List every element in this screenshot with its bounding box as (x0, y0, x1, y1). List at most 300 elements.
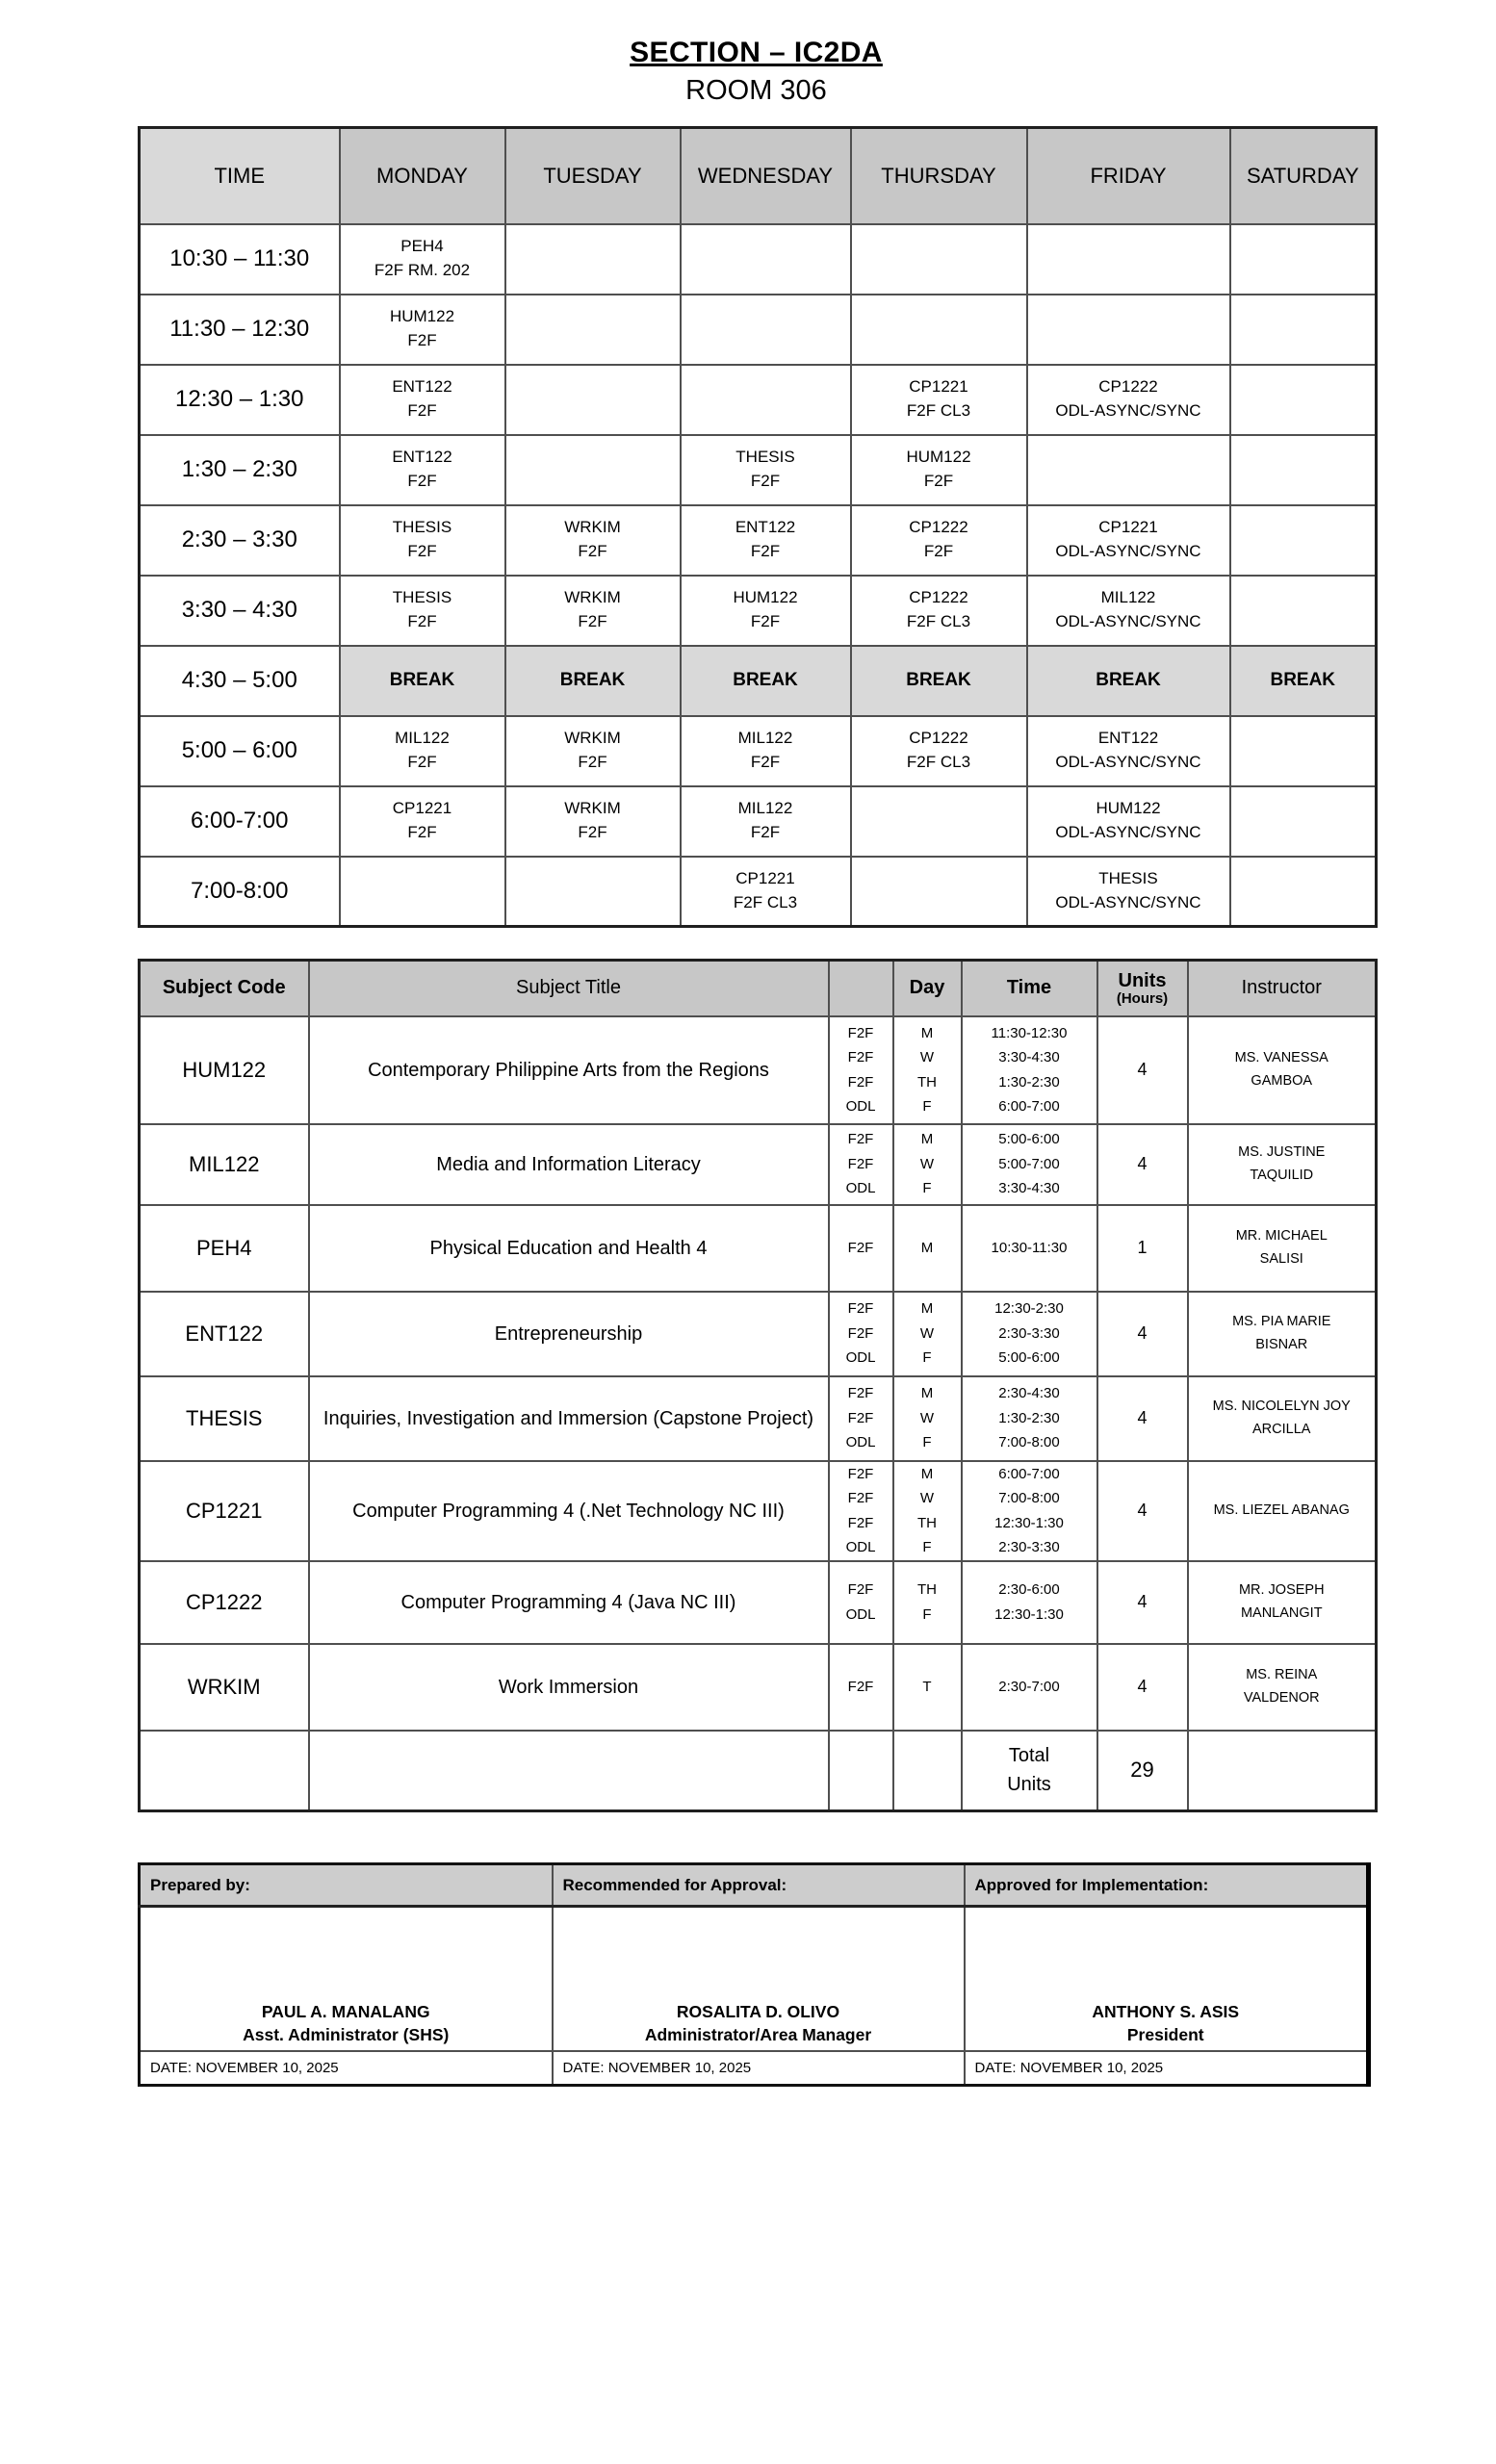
day-list (893, 1292, 962, 1376)
instructor-header: Instructor (1188, 961, 1377, 1016)
totals-row (140, 1731, 1377, 1811)
schedule-cell-empty (1230, 716, 1377, 786)
time-line: 5:00-6:00 (998, 1349, 1060, 1367)
subjects-table (138, 959, 1378, 1812)
schedule-cell-empty (505, 857, 681, 927)
subject-row (140, 1376, 1377, 1461)
mode-line: F2F (847, 1581, 874, 1598)
total-label-line: Units (1007, 1774, 1051, 1796)
time-slot-label: 12:30 – 1:30 (140, 365, 340, 435)
time-slot-label: 6:00-7:00 (140, 786, 340, 857)
subject-row (140, 1561, 1377, 1644)
instructor-line: ARCILLA (1252, 1421, 1311, 1437)
date-label: DATE: NOVEMBER 10, 2025 (553, 2051, 965, 2086)
instructor-line: VALDENOR (1243, 1689, 1320, 1706)
schedule-cell (340, 435, 505, 505)
schedule-cell-empty (1027, 224, 1230, 295)
signatory-role: President (1126, 2024, 1204, 2044)
subject-code: CP1221 (909, 377, 968, 397)
subject-code: THESIS (392, 518, 452, 537)
signatory-name: ROSALITA D. OLIVO (676, 2001, 840, 2021)
day-header-wednesday: WEDNESDAY (681, 128, 851, 224)
instructor-name (1188, 1461, 1377, 1561)
subject-code: HUM122 (733, 588, 798, 607)
time-list (962, 1376, 1097, 1461)
time-slot-label: 7:00-8:00 (140, 857, 340, 927)
subject-code: MIL122 (737, 799, 793, 818)
signature-block (553, 1907, 965, 2051)
mode-line: ODL (845, 1539, 876, 1555)
subject-title: Work Immersion (309, 1644, 829, 1731)
instructor-name (1188, 1376, 1377, 1461)
schedule-row (140, 716, 1377, 786)
mode-line: F2F (847, 1300, 874, 1318)
day-header-tuesday: TUESDAY (505, 128, 681, 224)
instructor-line: MS. JUSTINE (1238, 1144, 1326, 1161)
schedule-cell (681, 786, 851, 857)
empty-cell (1188, 1731, 1377, 1811)
schedule-cell-empty (505, 224, 681, 295)
schedule-row (140, 365, 1377, 435)
schedule-cell (505, 786, 681, 857)
time-list (962, 1205, 1097, 1292)
units-value: 4 (1097, 1016, 1188, 1124)
day-line: W (919, 1049, 935, 1065)
instructor-line: GAMBOA (1251, 1072, 1313, 1089)
subject-code-header: Subject Code (140, 961, 309, 1016)
schedule-cell (1027, 505, 1230, 576)
day-line: M (920, 1385, 934, 1402)
delivery-mode: F2F (407, 331, 437, 349)
subject-code: THESIS (140, 1376, 309, 1461)
instructor-line: BISNAR (1255, 1336, 1308, 1352)
instructor-line: MS. VANESSA (1234, 1050, 1328, 1066)
instructor-line: MR. JOSEPH (1238, 1582, 1325, 1599)
delivery-mode: F2F CL3 (906, 612, 971, 630)
schedule-cell (681, 857, 851, 927)
mode-list (829, 1292, 893, 1376)
delivery-mode: F2F (578, 542, 607, 560)
day-line: W (919, 1155, 935, 1172)
delivery-mode: F2F (750, 823, 781, 841)
time-line: 10:30-11:30 (991, 1239, 1068, 1256)
schedule-cell-empty (505, 435, 681, 505)
instructor-line: MR. MICHAEL (1235, 1228, 1328, 1245)
subject-code: THESIS (1098, 869, 1158, 888)
subject-code: CP1221 (1098, 518, 1158, 537)
mode-line: F2F (847, 1024, 874, 1041)
day-line: F (922, 1349, 932, 1367)
subject-code: CP1221 (392, 799, 452, 818)
subject-title: Computer Programming 4 (.Net Technology NC III) (309, 1461, 829, 1561)
schedule-cell (340, 576, 505, 646)
subject-code: CP1222 (909, 518, 968, 537)
time-slot-label: 3:30 – 4:30 (140, 576, 340, 646)
mode-line: F2F (847, 1409, 874, 1426)
day-line: F (922, 1098, 932, 1115)
total-units-label (962, 1731, 1097, 1811)
approved-header: Approved for Implementation: (965, 1864, 1369, 1907)
time-slot-label: 1:30 – 2:30 (140, 435, 340, 505)
recommended-header: Recommended for Approval: (553, 1864, 965, 1907)
time-line: 11:30-12:30 (991, 1024, 1068, 1041)
mode-line: F2F (847, 1514, 874, 1531)
empty-cell (829, 1731, 893, 1811)
schedule-cell-empty (681, 224, 851, 295)
subject-row (140, 1205, 1377, 1292)
units-value: 4 (1097, 1124, 1188, 1205)
subject-code: PEH4 (400, 237, 444, 256)
subject-title: Computer Programming 4 (Java NC III) (309, 1561, 829, 1644)
schedule-cell-empty (851, 786, 1027, 857)
day-line: M (920, 1131, 934, 1148)
empty-cell (893, 1731, 962, 1811)
day-list (893, 1376, 962, 1461)
instructor-name (1188, 1016, 1377, 1124)
day-list (893, 1461, 962, 1561)
subject-code: THESIS (735, 448, 795, 467)
schedule-cell-empty (1027, 435, 1230, 505)
time-line: 1:30-2:30 (998, 1409, 1060, 1426)
schedule-cell (1027, 716, 1230, 786)
mode-line: F2F (847, 1239, 874, 1256)
break-cell: BREAK (1027, 646, 1230, 716)
mode-list (829, 1124, 893, 1205)
time-line: 2:30-6:00 (998, 1581, 1060, 1598)
schedule-cell (1027, 786, 1230, 857)
time-line: 2:30-7:00 (998, 1678, 1060, 1695)
empty-cell (140, 1731, 309, 1811)
schedule-cell (505, 576, 681, 646)
time-line: 12:30-1:30 (994, 1605, 1064, 1623)
day-header-friday: FRIDAY (1027, 128, 1230, 224)
day-list (893, 1205, 962, 1292)
schedule-cell-empty (1230, 295, 1377, 365)
time-line: 7:00-8:00 (998, 1434, 1060, 1451)
break-row (140, 646, 1377, 716)
signature-row (140, 1907, 1369, 2051)
schedule-cell-empty (681, 295, 851, 365)
time-line: 6:00-7:00 (998, 1465, 1060, 1482)
subject-code: CP1221 (735, 869, 795, 888)
mode-list (829, 1205, 893, 1292)
time-slot-label: 2:30 – 3:30 (140, 505, 340, 576)
time-line: 3:30-4:30 (998, 1049, 1060, 1065)
units-value: 4 (1097, 1461, 1188, 1561)
subject-code: ENT122 (140, 1292, 309, 1376)
time-slot-label: 4:30 – 5:00 (140, 646, 340, 716)
schedule-cell (851, 435, 1027, 505)
day-line: W (919, 1409, 935, 1426)
units-header (1097, 961, 1188, 1016)
subject-code: ENT122 (392, 448, 452, 467)
subject-code: PEH4 (140, 1205, 309, 1292)
subject-code: CP1222 (909, 729, 968, 748)
schedule-cell-empty (1230, 224, 1377, 295)
total-label-line: Total (1008, 1745, 1050, 1767)
delivery-mode: ODL-ASYNC/SYNC (1055, 542, 1201, 560)
time-line: 3:30-4:30 (998, 1180, 1060, 1197)
time-list (962, 1644, 1097, 1731)
time-line: 7:00-8:00 (998, 1490, 1060, 1506)
subject-code: WRKIM (564, 518, 621, 537)
mode-line: F2F (847, 1678, 874, 1695)
schedule-cell (1027, 857, 1230, 927)
schedule-cell (340, 505, 505, 576)
schedule-row (140, 505, 1377, 576)
prepared-by-header: Prepared by: (140, 1864, 553, 1907)
schedule-row (140, 224, 1377, 295)
day-line: F (922, 1180, 932, 1197)
schedule-row (140, 435, 1377, 505)
delivery-mode: F2F (407, 612, 437, 630)
subject-code: ENT122 (392, 377, 452, 397)
date-label: DATE: NOVEMBER 10, 2025 (965, 2051, 1369, 2086)
mode-line: F2F (847, 1155, 874, 1172)
delivery-mode: ODL-ASYNC/SYNC (1055, 892, 1201, 911)
schedule-cell (340, 295, 505, 365)
subject-code: WRKIM (564, 799, 621, 818)
day-line: F (922, 1605, 932, 1623)
subject-row (140, 1461, 1377, 1561)
schedule-document (138, 0, 1375, 2087)
time-list (962, 1016, 1097, 1124)
schedule-cell (851, 505, 1027, 576)
units-header-sublabel: (Hours) (1116, 989, 1169, 1007)
subjects-header-row (140, 961, 1377, 1016)
subject-title: Inquiries, Investigation and Immersion (Capstone Project) (309, 1376, 829, 1461)
break-cell: BREAK (851, 646, 1027, 716)
units-value: 4 (1097, 1644, 1188, 1731)
approval-header-row (140, 1864, 1369, 1907)
subject-code: WRKIM (564, 588, 621, 607)
time-line: 5:00-6:00 (998, 1131, 1060, 1148)
delivery-mode: F2F (923, 542, 954, 560)
units-header-label: Units (1118, 969, 1167, 991)
break-cell: BREAK (681, 646, 851, 716)
schedule-cell (851, 716, 1027, 786)
mode-line: ODL (845, 1349, 876, 1367)
delivery-mode: ODL-ASYNC/SYNC (1055, 401, 1201, 420)
instructor-line: TAQUILID (1250, 1167, 1314, 1183)
schedule-cell-empty (1027, 295, 1230, 365)
instructor-name (1188, 1561, 1377, 1644)
schedule-cell (505, 716, 681, 786)
day-header: Day (893, 961, 962, 1016)
schedule-cell (340, 224, 505, 295)
instructor-name (1188, 1644, 1377, 1731)
subject-code: HUM122 (389, 307, 455, 326)
schedule-cell (1027, 576, 1230, 646)
time-list (962, 1292, 1097, 1376)
time-slot-label: 5:00 – 6:00 (140, 716, 340, 786)
delivery-mode: F2F (578, 753, 607, 771)
mode-line: ODL (845, 1180, 876, 1197)
day-line: F (922, 1539, 932, 1555)
time-line: 1:30-2:30 (998, 1073, 1060, 1091)
subject-code: WRKIM (564, 729, 621, 748)
weekly-schedule-table (138, 126, 1378, 928)
subject-code: CP1222 (140, 1561, 309, 1644)
time-slot-label: 11:30 – 12:30 (140, 295, 340, 365)
delivery-mode: F2F (923, 472, 954, 490)
schedule-cell-empty (1230, 576, 1377, 646)
subject-row (140, 1124, 1377, 1205)
subject-code: CP1221 (140, 1461, 309, 1561)
schedule-cell (1027, 365, 1230, 435)
schedule-cell (851, 365, 1027, 435)
delivery-mode: ODL-ASYNC/SYNC (1055, 612, 1201, 630)
day-list (893, 1644, 962, 1731)
day-list (893, 1124, 962, 1205)
subject-title: Media and Information Literacy (309, 1124, 829, 1205)
instructor-line: MANLANGIT (1240, 1604, 1323, 1621)
schedule-row (140, 295, 1377, 365)
time-line: 2:30-3:30 (998, 1324, 1060, 1342)
signature-block (965, 1907, 1369, 2051)
schedule-cell-empty (340, 857, 505, 927)
time-column-header: TIME (140, 128, 340, 224)
schedule-cell-empty (851, 857, 1027, 927)
delivery-mode: F2F (578, 823, 607, 841)
time-line: 12:30-1:30 (994, 1514, 1064, 1531)
units-value: 4 (1097, 1376, 1188, 1461)
instructor-line: MS. PIA MARIE (1232, 1314, 1331, 1330)
instructor-name (1188, 1292, 1377, 1376)
instructor-name (1188, 1205, 1377, 1292)
signatory-role: Administrator/Area Manager (644, 2024, 872, 2044)
subject-code: MIL122 (737, 729, 793, 748)
instructor-line: SALISI (1259, 1250, 1303, 1267)
subject-title: Entrepreneurship (309, 1292, 829, 1376)
schedule-row (140, 857, 1377, 927)
break-cell: BREAK (1230, 646, 1377, 716)
day-header-saturday: SATURDAY (1230, 128, 1377, 224)
break-cell: BREAK (340, 646, 505, 716)
time-line: 2:30-4:30 (998, 1385, 1060, 1402)
instructor-line: MS. REINA (1246, 1667, 1318, 1683)
subject-code: MIL122 (1100, 588, 1156, 607)
units-value: 4 (1097, 1292, 1188, 1376)
signatory-name: PAUL A. MANALANG (261, 2001, 430, 2021)
subject-title: Contemporary Philippine Arts from the Regions (309, 1016, 829, 1124)
schedule-row (140, 576, 1377, 646)
day-line: M (920, 1024, 934, 1041)
subject-code: ENT122 (735, 518, 796, 537)
day-list (893, 1016, 962, 1124)
delivery-mode: F2F CL3 (906, 753, 971, 771)
day-line: W (919, 1490, 935, 1506)
delivery-mode: ODL-ASYNC/SYNC (1055, 823, 1201, 841)
day-header-monday: MONDAY (340, 128, 505, 224)
break-cell: BREAK (505, 646, 681, 716)
subject-code: HUM122 (1096, 799, 1161, 818)
subject-code: ENT122 (1097, 729, 1159, 748)
empty-cell (309, 1731, 829, 1811)
day-list (893, 1561, 962, 1644)
day-line: M (920, 1239, 934, 1256)
delivery-mode: ODL-ASYNC/SYNC (1055, 753, 1201, 771)
schedule-cell-empty (1230, 505, 1377, 576)
signature-block (140, 1907, 553, 2051)
schedule-cell (340, 716, 505, 786)
page-title: SECTION – IC2DA (630, 37, 883, 68)
time-slot-label: 10:30 – 11:30 (140, 224, 340, 295)
time-list (962, 1124, 1097, 1205)
delivery-mode: F2F (407, 753, 437, 771)
subject-code: THESIS (392, 588, 452, 607)
schedule-cell (851, 576, 1027, 646)
schedule-cell-empty (1230, 786, 1377, 857)
total-units-value: 29 (1097, 1731, 1188, 1811)
day-line: TH (917, 1581, 937, 1598)
time-line: 2:30-3:30 (998, 1539, 1060, 1555)
schedule-cell-empty (681, 365, 851, 435)
mode-line: F2F (847, 1131, 874, 1148)
subject-row (140, 1292, 1377, 1376)
day-line: W (919, 1324, 935, 1342)
schedule-cell (340, 365, 505, 435)
units-value: 1 (1097, 1205, 1188, 1292)
day-line: F (922, 1434, 932, 1451)
day-header-thursday: THURSDAY (851, 128, 1027, 224)
schedule-header-row (140, 128, 1377, 224)
subject-row (140, 1016, 1377, 1124)
delivery-mode: F2F (407, 401, 437, 420)
delivery-mode: F2F (407, 472, 437, 490)
schedule-row (140, 786, 1377, 857)
date-row (140, 2051, 1369, 2086)
delivery-mode: F2F (750, 753, 781, 771)
schedule-cell (340, 786, 505, 857)
day-line: M (920, 1300, 934, 1318)
day-line: TH (917, 1073, 937, 1091)
mode-list (829, 1376, 893, 1461)
subject-code: WRKIM (140, 1644, 309, 1731)
delivery-mode: F2F (750, 612, 781, 630)
mode-line: F2F (847, 1073, 874, 1091)
mode-line: F2F (847, 1465, 874, 1482)
subject-code: CP1222 (909, 588, 968, 607)
room-subtitle: ROOM 306 (685, 75, 827, 106)
subject-code: HUM122 (140, 1016, 309, 1124)
subject-code: CP1222 (1098, 377, 1158, 397)
instructor-line: MS. LIEZEL ABANAG (1213, 1502, 1350, 1518)
instructor-line: MS. NICOLELYN JOY (1212, 1399, 1351, 1415)
schedule-cell (681, 716, 851, 786)
day-line: TH (917, 1514, 937, 1531)
approval-table (138, 1862, 1371, 2087)
mode-list (829, 1016, 893, 1124)
units-value: 4 (1097, 1561, 1188, 1644)
signatory-name: ANTHONY S. ASIS (1092, 2001, 1240, 2021)
mode-line: F2F (847, 1385, 874, 1402)
mode-list (829, 1461, 893, 1561)
day-line: T (922, 1678, 932, 1695)
schedule-cell-empty (851, 295, 1027, 365)
schedule-cell-empty (1230, 365, 1377, 435)
time-list (962, 1561, 1097, 1644)
schedule-cell-empty (851, 224, 1027, 295)
delivery-mode: F2F (407, 823, 437, 841)
schedule-cell-empty (1230, 857, 1377, 927)
delivery-mode: F2F (578, 612, 607, 630)
subject-row (140, 1644, 1377, 1731)
mode-header (829, 961, 893, 1016)
mode-list (829, 1561, 893, 1644)
schedule-cell-empty (1230, 435, 1377, 505)
schedule-cell-empty (505, 365, 681, 435)
